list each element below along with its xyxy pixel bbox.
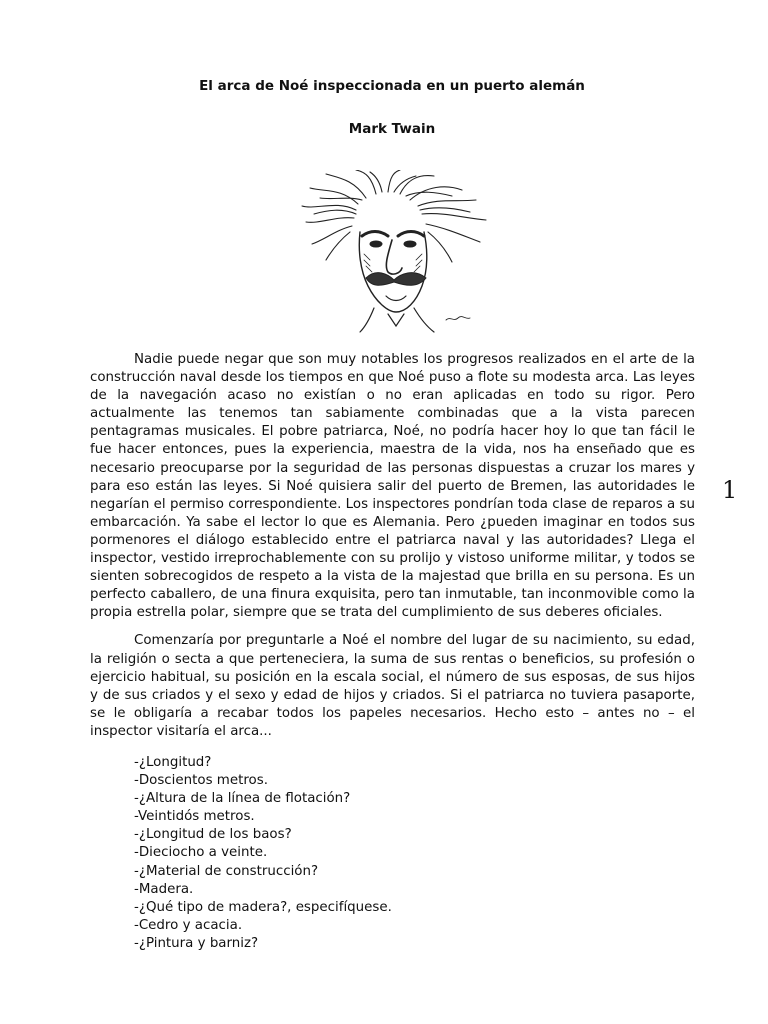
dialogue-line: -Veintidós metros.: [134, 809, 255, 825]
paragraph-2: Comenzaría por preguntarle a Noé el nombre del lugar de su nacimiento, su edad, la religión o secta a que perteneciera, la suma de sus rentas o beneficios, su profesión o ejercicio habitual, su posición en la escala social, el número de sus esposas, de sus hijos y de sus criados y el sexo y edad de hijos y criados. Si el patriarca no tuviera pasaporte, se le obligaría a recabar todos los papeles necesarios. Hecho esto – antes no – el inspector visitaría el arca...: [90, 633, 695, 739]
dialogue-line: -Cedro y acacia.: [134, 917, 243, 933]
paragraph-1: Nadie puede negar que son muy notables los progresos realizados en el arte de la construcción naval desde los tiempos en que Noé puso a flote su modesta arca. Las leyes de la navegación acaso no existían o no eran aplicadas en todo su rigor. Pero actualmente las tenemos tan sabiamente combinadas que a la vista parecen pentagramas musicales. El pobre patriarca, Noé, no podría hacer hoy lo que tan fácil le fue hacer entonces, pues la experiencia, maestra de la vida, nos ha enseñado que es necesario preocuparse por la seguridad de las personas dispuestas a cruzar los mares y para eso están las leyes. Si Noé quisiera salir del puerto de Bremen, las autoridades le negarían el permiso correspondiente. Los inspectores pondrían toda clase de reparos a su embarcación. Ya sabe el lector lo que es Alemania. Pero ¿pueden imaginar en todos sus pormenores el diálogo establecido entre el patriarca naval y las autoridades? Llega el inspector, vestido irreprochablemente con su prolijo y vistoso uniforme militar, y todos se sienten sobrecogidos de respeto a la vista de la majestad que brilla en su persona. Es un perfecto caballero, de una finura exquisita, pero tan inmutable, tan inconmovible como la propia estrella polar, siempre que se trata del cumplimiento de sus deberes oficiales.: [90, 352, 695, 621]
dialogue-line: -Dieciocho a veinte.: [134, 845, 268, 861]
body-text: [90, 351, 695, 751]
page-number: 1: [722, 476, 738, 504]
brow-right: [398, 232, 424, 237]
dialogue-line: -¿Qué tipo de madera?, especifíquese.: [134, 899, 392, 915]
collar: [360, 308, 374, 332]
author-name: Mark Twain: [348, 121, 436, 137]
dialogue-line: -Doscientos metros.: [134, 773, 268, 789]
nose: [386, 240, 402, 274]
dialogue-line: -¿Longitud de los baos?: [134, 827, 292, 843]
dialogue-line: -¿Pintura y barniz?: [134, 935, 259, 951]
hair-strokes: [302, 170, 486, 262]
dialogue-line: -¿Material de construcción?: [134, 863, 319, 879]
mark-twain-caricature: [296, 170, 492, 334]
dialogue-line: -Madera.: [134, 881, 194, 897]
brow-left: [362, 232, 388, 237]
dialogue-line: -¿Altura de la línea de flotación?: [134, 791, 351, 807]
moustache: [366, 273, 426, 286]
dialogue-line: -¿Longitud?: [134, 755, 212, 770]
document-title: El arca de Noé inspeccionada en un puerto alemán: [199, 78, 585, 94]
dialogue-list: [134, 754, 392, 953]
artist-signature: [446, 317, 470, 320]
